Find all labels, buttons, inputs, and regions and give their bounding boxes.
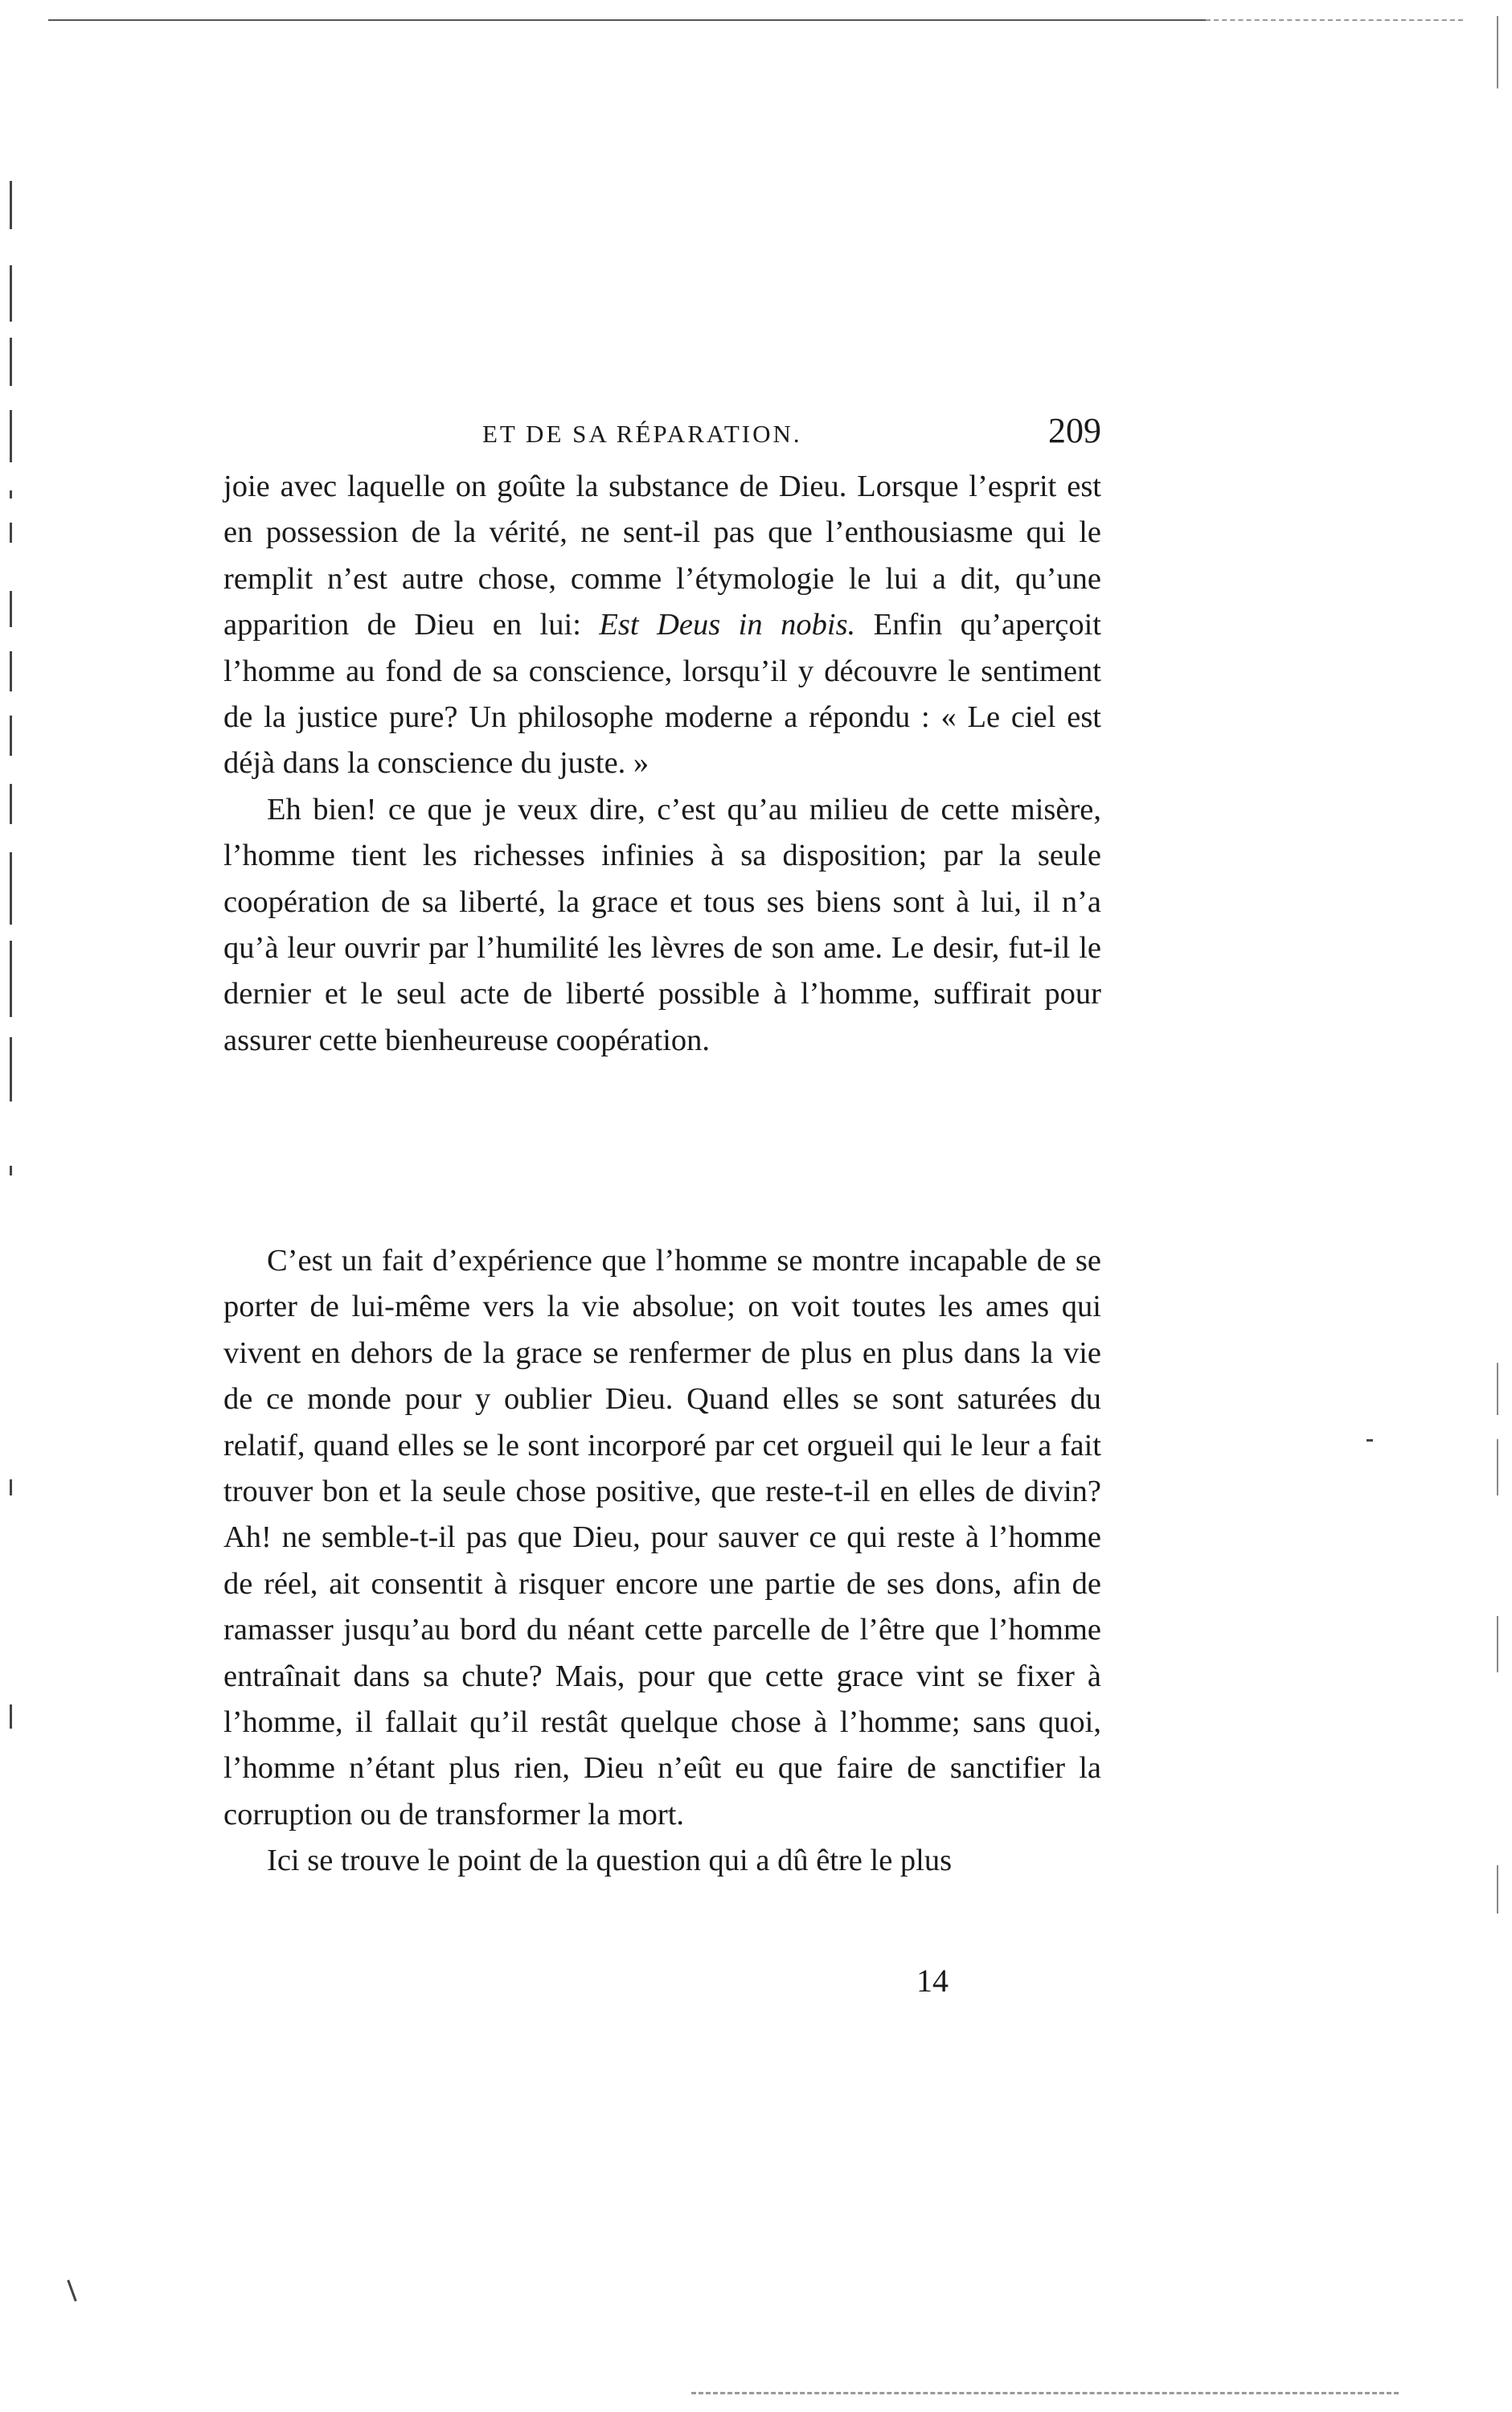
margin-binding-line [10,784,12,824]
latin-quote: Est Deus in nobis. [599,608,856,642]
margin-right-line [1497,1865,1498,1914]
margin-binding-line [10,591,12,627]
margin-binding-line [10,410,12,462]
paragraph [223,464,1101,787]
margin-binding-line [10,265,12,322]
margin-right-line [1497,1616,1498,1672]
text-run: C’est un fait d’expérience que l’homme se montre incapable de se porter de lui-même vers la vie absolue; on voit toutes les ames qui vivent en dehors de la grace se renfermer de plus en plus dans la vie de ce monde pour y oublier Dieu. Quand elles se sont saturées du relatif, quand elles se le sont incorporé par cet orgueil qui le leur a fait trouver bon et la seule chose positive, que reste-t-il en elles de divin? Ah! ne semble-t-il pas que Dieu, pour sauver ce qui reste à l’homme de réel, ait consentit à risquer encore une partie de ses dons, afin de ramasser jusqu’au bord du néant cette parcelle de l’être que l’homme entraînait dans sa chute? Mais, pour que cette grace vint se fixer à l’homme, il fallait qu’il restât quelque chose à l’homme; sans quoi, l’homme n’étant plus rien, Dieu n’eût eu que faire de sanctifier la corruption ou de transformer la mort. [223,1244,1101,1832]
margin-right-line [1497,1363,1498,1415]
scan-top-rule-dashed [1206,19,1463,21]
margin-binding-line [10,651,12,691]
text-run: joie avec laquelle on goûte la substance de Dieu. Lorsque l’esprit est en possession de la vérité, ne sent-il pas que l’enthousiasme qui le remplit n’est autre chose, comme l’étymologie le lui a dit, qu’une apparition de Dieu en lui: [223,470,1101,642]
margin-binding-line [10,1704,12,1729]
signature-mark: 14 [916,1963,949,1999]
margin-binding-line [10,523,12,543]
margin-binding-line [10,1037,12,1101]
running-title: ET DE SA RÉPARATION. [482,420,802,448]
margin-binding-line [10,941,12,1017]
margin-binding-line [10,1166,12,1175]
margin-binding-line [10,490,12,498]
text-run: Ici se trouve le point de la question qui a dû être le plus [267,1844,953,1878]
margin-right-line [1497,16,1498,88]
margin-binding-line [10,338,12,386]
stray-mark [1367,1439,1373,1442]
stray-mark [67,2279,76,2301]
scan-top-rule [48,19,1206,21]
margin-binding-line [10,1479,12,1495]
margin-binding-line [10,181,12,229]
paragraph [223,1838,1101,1884]
text-block-lower [223,1238,1101,1885]
paragraph [223,1238,1101,1838]
margin-binding-line [10,852,12,925]
margin-binding-line [10,716,12,756]
page-header [482,410,1101,458]
scan-bottom-rule [691,2392,1399,2394]
text-run: Eh bien! ce que je veux dire, c’est qu’au milieu de cette misère, l’homme tient les richesses infinies à sa disposition; par la seule coopération de sa liberté, la grace et tous ses biens sont à lui, il n’a qu’à leur ouvrir par l’humilité les lèvres de son ame. Le desir, fut-il le dernier et le seul acte de liberté possible à l’homme, suffirait pour assurer cette bienheureuse coopération. [223,792,1101,1057]
page-number: 209 [1048,411,1101,450]
paragraph [223,787,1101,1064]
text-run: Enfin qu’aperçoit l’homme au fond de sa conscience, lorsqu’il y découvre le sentiment de la justice pure? Un philosophe moderne a répondu : « Le ciel est déjà dans la conscience du juste. » [223,608,1101,781]
text-block-upper [223,464,1101,1064]
margin-right-line [1497,1439,1498,1495]
